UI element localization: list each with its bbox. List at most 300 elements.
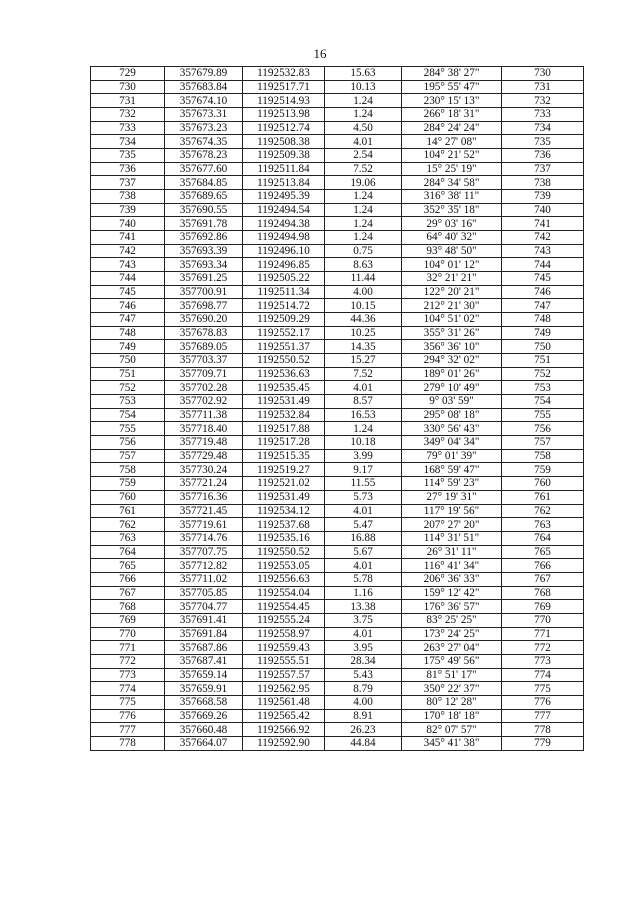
x-coordinate-cell: 357712.82 (165, 559, 243, 573)
length-cell: 1.24 (325, 108, 402, 122)
length-cell: 0.75 (325, 244, 402, 258)
length-cell: 4.01 (325, 504, 402, 518)
y-coordinate-cell: 1192517.28 (243, 436, 325, 450)
y-coordinate-cell: 1192554.04 (243, 586, 325, 600)
table-row (91, 149, 584, 163)
y-coordinate-cell: 1192513.98 (243, 108, 325, 122)
bearing-cell: 295° 08' 18" (402, 408, 502, 422)
table-row (91, 285, 584, 299)
point-number-cell: 738 (91, 190, 165, 204)
next-point-cell: 770 (502, 613, 584, 627)
y-coordinate-cell: 1192509.29 (243, 313, 325, 327)
bearing-cell: 279° 10' 49" (402, 381, 502, 395)
x-coordinate-cell: 357691.25 (165, 272, 243, 286)
table-row (91, 477, 584, 491)
y-coordinate-cell: 1192592.90 (243, 736, 325, 750)
bearing-cell: 355° 31' 26" (402, 326, 502, 340)
length-cell: 8.57 (325, 395, 402, 409)
length-cell: 15.27 (325, 354, 402, 368)
point-number-cell: 747 (91, 313, 165, 327)
x-coordinate-cell: 357690.55 (165, 203, 243, 217)
y-coordinate-cell: 1192531.49 (243, 490, 325, 504)
table-row (91, 80, 584, 94)
table-row (91, 108, 584, 122)
length-cell: 1.24 (325, 190, 402, 204)
point-number-cell: 737 (91, 176, 165, 190)
next-point-cell: 740 (502, 203, 584, 217)
bearing-cell: 206° 36' 33" (402, 572, 502, 586)
length-cell: 16.53 (325, 408, 402, 422)
x-coordinate-cell: 357664.07 (165, 736, 243, 750)
x-coordinate-cell: 357707.75 (165, 545, 243, 559)
length-cell: 7.52 (325, 367, 402, 381)
x-coordinate-cell: 357702.28 (165, 381, 243, 395)
table-row (91, 203, 584, 217)
point-number-cell: 740 (91, 217, 165, 231)
length-cell: 7.52 (325, 162, 402, 176)
bearing-cell: 284° 38' 27" (402, 67, 502, 81)
y-coordinate-cell: 1192505.22 (243, 272, 325, 286)
x-coordinate-cell: 357704.77 (165, 600, 243, 614)
x-coordinate-cell: 357698.77 (165, 299, 243, 313)
next-point-cell: 749 (502, 326, 584, 340)
y-coordinate-cell: 1192494.98 (243, 231, 325, 245)
x-coordinate-cell: 357674.10 (165, 94, 243, 108)
point-number-cell: 755 (91, 422, 165, 436)
length-cell: 5.78 (325, 572, 402, 586)
bearing-cell: 32° 21' 21" (402, 272, 502, 286)
bearing-cell: 114° 31' 51" (402, 531, 502, 545)
x-coordinate-cell: 357719.48 (165, 436, 243, 450)
point-number-cell: 753 (91, 395, 165, 409)
x-coordinate-cell: 357721.45 (165, 504, 243, 518)
length-cell: 5.73 (325, 490, 402, 504)
x-coordinate-cell: 357702.92 (165, 395, 243, 409)
table-row (91, 94, 584, 108)
point-number-cell: 768 (91, 600, 165, 614)
next-point-cell: 735 (502, 135, 584, 149)
length-cell: 1.16 (325, 586, 402, 600)
point-number-cell: 744 (91, 272, 165, 286)
point-number-cell: 774 (91, 682, 165, 696)
point-number-cell: 739 (91, 203, 165, 217)
y-coordinate-cell: 1192557.57 (243, 668, 325, 682)
y-coordinate-cell: 1192553.05 (243, 559, 325, 573)
length-cell: 44.84 (325, 736, 402, 750)
next-point-cell: 746 (502, 285, 584, 299)
x-coordinate-cell: 357660.48 (165, 723, 243, 737)
length-cell: 2.54 (325, 149, 402, 163)
bearing-cell: 173° 24' 25" (402, 627, 502, 641)
next-point-cell: 757 (502, 436, 584, 450)
x-coordinate-cell: 357691.41 (165, 613, 243, 627)
point-number-cell: 733 (91, 121, 165, 135)
length-cell: 5.47 (325, 518, 402, 532)
next-point-cell: 769 (502, 600, 584, 614)
x-coordinate-cell: 357693.34 (165, 258, 243, 272)
bearing-cell: 284° 24' 24" (402, 121, 502, 135)
y-coordinate-cell: 1192565.42 (243, 709, 325, 723)
table-row (91, 613, 584, 627)
table-row (91, 231, 584, 245)
x-coordinate-cell: 357718.40 (165, 422, 243, 436)
x-coordinate-cell: 357668.58 (165, 695, 243, 709)
table-row (91, 559, 584, 573)
x-coordinate-cell: 357691.84 (165, 627, 243, 641)
point-number-cell: 761 (91, 504, 165, 518)
length-cell: 4.00 (325, 285, 402, 299)
next-point-cell: 773 (502, 654, 584, 668)
bearing-cell: 189° 01' 26" (402, 367, 502, 381)
bearing-cell: 104° 51' 02" (402, 313, 502, 327)
point-number-cell: 759 (91, 477, 165, 491)
x-coordinate-cell: 357721.24 (165, 477, 243, 491)
bearing-cell: 170° 18' 18" (402, 709, 502, 723)
y-coordinate-cell: 1192514.93 (243, 94, 325, 108)
y-coordinate-cell: 1192494.38 (243, 217, 325, 231)
y-coordinate-cell: 1192555.24 (243, 613, 325, 627)
next-point-cell: 755 (502, 408, 584, 422)
y-coordinate-cell: 1192554.45 (243, 600, 325, 614)
point-number-cell: 762 (91, 518, 165, 532)
length-cell: 3.75 (325, 613, 402, 627)
y-coordinate-cell: 1192509.38 (243, 149, 325, 163)
table-row (91, 736, 584, 750)
length-cell: 15.63 (325, 67, 402, 81)
point-number-cell: 777 (91, 723, 165, 737)
x-coordinate-cell: 357679.89 (165, 67, 243, 81)
table-row (91, 709, 584, 723)
point-number-cell: 732 (91, 108, 165, 122)
next-point-cell: 754 (502, 395, 584, 409)
coordinates-table (90, 66, 584, 751)
y-coordinate-cell: 1192535.45 (243, 381, 325, 395)
y-coordinate-cell: 1192550.52 (243, 545, 325, 559)
point-number-cell: 756 (91, 436, 165, 450)
length-cell: 1.24 (325, 217, 402, 231)
y-coordinate-cell: 1192562.95 (243, 682, 325, 696)
x-coordinate-cell: 357711.38 (165, 408, 243, 422)
next-point-cell: 761 (502, 490, 584, 504)
bearing-cell: 230° 15' 13" (402, 94, 502, 108)
next-point-cell: 750 (502, 340, 584, 354)
x-coordinate-cell: 357677.60 (165, 162, 243, 176)
point-number-cell: 772 (91, 654, 165, 668)
length-cell: 1.24 (325, 422, 402, 436)
bearing-cell: 284° 34' 58" (402, 176, 502, 190)
point-number-cell: 767 (91, 586, 165, 600)
next-point-cell: 743 (502, 244, 584, 258)
table-row (91, 504, 584, 518)
length-cell: 26.23 (325, 723, 402, 737)
x-coordinate-cell: 357700.91 (165, 285, 243, 299)
bearing-cell: 122° 20' 21" (402, 285, 502, 299)
length-cell: 16.88 (325, 531, 402, 545)
y-coordinate-cell: 1192550.52 (243, 354, 325, 368)
table-row (91, 695, 584, 709)
length-cell: 9.17 (325, 463, 402, 477)
table-row (91, 258, 584, 272)
x-coordinate-cell: 357709.71 (165, 367, 243, 381)
point-number-cell: 749 (91, 340, 165, 354)
y-coordinate-cell: 1192566.92 (243, 723, 325, 737)
y-coordinate-cell: 1192556.63 (243, 572, 325, 586)
bearing-cell: 356° 36' 10" (402, 340, 502, 354)
next-point-cell: 760 (502, 477, 584, 491)
bearing-cell: 212° 21' 30" (402, 299, 502, 313)
point-number-cell: 741 (91, 231, 165, 245)
bearing-cell: 83° 25' 25" (402, 613, 502, 627)
length-cell: 10.13 (325, 80, 402, 94)
y-coordinate-cell: 1192517.71 (243, 80, 325, 94)
table-row (91, 436, 584, 450)
length-cell: 1.24 (325, 203, 402, 217)
x-coordinate-cell: 357690.20 (165, 313, 243, 327)
point-number-cell: 754 (91, 408, 165, 422)
y-coordinate-cell: 1192537.68 (243, 518, 325, 532)
point-number-cell: 775 (91, 695, 165, 709)
point-number-cell: 729 (91, 67, 165, 81)
point-number-cell: 766 (91, 572, 165, 586)
bearing-cell: 263° 27' 04" (402, 641, 502, 655)
x-coordinate-cell: 357678.23 (165, 149, 243, 163)
y-coordinate-cell: 1192532.84 (243, 408, 325, 422)
x-coordinate-cell: 357703.37 (165, 354, 243, 368)
next-point-cell: 742 (502, 231, 584, 245)
y-coordinate-cell: 1192495.39 (243, 190, 325, 204)
table-row (91, 682, 584, 696)
point-number-cell: 736 (91, 162, 165, 176)
bearing-cell: 117° 19' 56" (402, 504, 502, 518)
next-point-cell: 737 (502, 162, 584, 176)
length-cell: 28.34 (325, 654, 402, 668)
table-row (91, 586, 584, 600)
point-number-cell: 758 (91, 463, 165, 477)
length-cell: 1.24 (325, 94, 402, 108)
table-row (91, 244, 584, 258)
bearing-cell: 9° 03' 59" (402, 395, 502, 409)
x-coordinate-cell: 357692.86 (165, 231, 243, 245)
length-cell: 8.63 (325, 258, 402, 272)
next-point-cell: 771 (502, 627, 584, 641)
point-number-cell: 757 (91, 449, 165, 463)
next-point-cell: 764 (502, 531, 584, 545)
x-coordinate-cell: 357678.83 (165, 326, 243, 340)
length-cell: 4.50 (325, 121, 402, 135)
table-row (91, 176, 584, 190)
y-coordinate-cell: 1192514.72 (243, 299, 325, 313)
next-point-cell: 744 (502, 258, 584, 272)
length-cell: 4.01 (325, 135, 402, 149)
table-row (91, 395, 584, 409)
point-number-cell: 770 (91, 627, 165, 641)
bearing-cell: 27° 19' 31" (402, 490, 502, 504)
x-coordinate-cell: 357687.41 (165, 654, 243, 668)
y-coordinate-cell: 1192536.63 (243, 367, 325, 381)
point-number-cell: 735 (91, 149, 165, 163)
y-coordinate-cell: 1192551.37 (243, 340, 325, 354)
next-point-cell: 732 (502, 94, 584, 108)
bearing-cell: 168° 59' 47" (402, 463, 502, 477)
y-coordinate-cell: 1192561.48 (243, 695, 325, 709)
bearing-cell: 14° 27' 08" (402, 135, 502, 149)
next-point-cell: 772 (502, 641, 584, 655)
next-point-cell: 774 (502, 668, 584, 682)
table-row (91, 641, 584, 655)
table-row (91, 340, 584, 354)
point-number-cell: 746 (91, 299, 165, 313)
x-coordinate-cell: 357693.39 (165, 244, 243, 258)
next-point-cell: 756 (502, 422, 584, 436)
y-coordinate-cell: 1192494.54 (243, 203, 325, 217)
y-coordinate-cell: 1192511.34 (243, 285, 325, 299)
x-coordinate-cell: 357729.48 (165, 449, 243, 463)
x-coordinate-cell: 357689.05 (165, 340, 243, 354)
bearing-cell: 316° 38' 11" (402, 190, 502, 204)
bearing-cell: 114° 59' 23" (402, 477, 502, 491)
table-row (91, 600, 584, 614)
table-row (91, 408, 584, 422)
table-row (91, 572, 584, 586)
bearing-cell: 349° 04' 34" (402, 436, 502, 450)
length-cell: 11.55 (325, 477, 402, 491)
bearing-cell: 175° 49' 56" (402, 654, 502, 668)
next-point-cell: 733 (502, 108, 584, 122)
length-cell: 10.18 (325, 436, 402, 450)
y-coordinate-cell: 1192555.51 (243, 654, 325, 668)
x-coordinate-cell: 357683.84 (165, 80, 243, 94)
y-coordinate-cell: 1192517.88 (243, 422, 325, 436)
x-coordinate-cell: 357659.91 (165, 682, 243, 696)
table-row (91, 518, 584, 532)
table-row (91, 326, 584, 340)
point-number-cell: 760 (91, 490, 165, 504)
x-coordinate-cell: 357730.24 (165, 463, 243, 477)
table-row (91, 67, 584, 81)
length-cell: 4.01 (325, 381, 402, 395)
bearing-cell: 104° 01' 12" (402, 258, 502, 272)
next-point-cell: 739 (502, 190, 584, 204)
y-coordinate-cell: 1192552.17 (243, 326, 325, 340)
length-cell: 10.25 (325, 326, 402, 340)
point-number-cell: 771 (91, 641, 165, 655)
bearing-cell: 266° 18' 31" (402, 108, 502, 122)
next-point-cell: 759 (502, 463, 584, 477)
next-point-cell: 751 (502, 354, 584, 368)
length-cell: 19.06 (325, 176, 402, 190)
point-number-cell: 730 (91, 80, 165, 94)
y-coordinate-cell: 1192532.83 (243, 67, 325, 81)
length-cell: 1.24 (325, 231, 402, 245)
next-point-cell: 763 (502, 518, 584, 532)
x-coordinate-cell: 357705.85 (165, 586, 243, 600)
table-row (91, 121, 584, 135)
length-cell: 4.01 (325, 559, 402, 573)
bearing-cell: 79° 01' 39" (402, 449, 502, 463)
y-coordinate-cell: 1192559.43 (243, 641, 325, 655)
next-point-cell: 776 (502, 695, 584, 709)
point-number-cell: 752 (91, 381, 165, 395)
bearing-cell: 116° 41' 34" (402, 559, 502, 573)
table-row (91, 190, 584, 204)
point-number-cell: 778 (91, 736, 165, 750)
point-number-cell: 773 (91, 668, 165, 682)
y-coordinate-cell: 1192535.16 (243, 531, 325, 545)
y-coordinate-cell: 1192511.84 (243, 162, 325, 176)
bearing-cell: 93° 48' 50" (402, 244, 502, 258)
bearing-cell: 64° 40' 32" (402, 231, 502, 245)
next-point-cell: 768 (502, 586, 584, 600)
length-cell: 8.79 (325, 682, 402, 696)
length-cell: 5.67 (325, 545, 402, 559)
next-point-cell: 738 (502, 176, 584, 190)
x-coordinate-cell: 357673.23 (165, 121, 243, 135)
length-cell: 11.44 (325, 272, 402, 286)
x-coordinate-cell: 357669.26 (165, 709, 243, 723)
length-cell: 14.35 (325, 340, 402, 354)
y-coordinate-cell: 1192519.27 (243, 463, 325, 477)
point-number-cell: 734 (91, 135, 165, 149)
length-cell: 4.00 (325, 695, 402, 709)
table-row (91, 367, 584, 381)
next-point-cell: 745 (502, 272, 584, 286)
y-coordinate-cell: 1192558.97 (243, 627, 325, 641)
length-cell: 44.36 (325, 313, 402, 327)
table-row (91, 162, 584, 176)
length-cell: 8.91 (325, 709, 402, 723)
next-point-cell: 767 (502, 572, 584, 586)
point-number-cell: 776 (91, 709, 165, 723)
table-row (91, 723, 584, 737)
table-row (91, 299, 584, 313)
bearing-cell: 80° 12' 28" (402, 695, 502, 709)
x-coordinate-cell: 357659.14 (165, 668, 243, 682)
point-number-cell: 748 (91, 326, 165, 340)
bearing-cell: 352° 35' 18" (402, 203, 502, 217)
x-coordinate-cell: 357689.65 (165, 190, 243, 204)
table-row (91, 217, 584, 231)
next-point-cell: 748 (502, 313, 584, 327)
point-number-cell: 745 (91, 285, 165, 299)
next-point-cell: 734 (502, 121, 584, 135)
x-coordinate-cell: 357714.76 (165, 531, 243, 545)
table-row (91, 545, 584, 559)
page-number: 16 (313, 46, 327, 61)
bearing-cell: 81° 51' 17" (402, 668, 502, 682)
next-point-cell: 731 (502, 80, 584, 94)
table-row (91, 313, 584, 327)
x-coordinate-cell: 357719.61 (165, 518, 243, 532)
next-point-cell: 762 (502, 504, 584, 518)
x-coordinate-cell: 357684.85 (165, 176, 243, 190)
y-coordinate-cell: 1192521.02 (243, 477, 325, 491)
next-point-cell: 736 (502, 149, 584, 163)
table-row (91, 135, 584, 149)
table-row (91, 272, 584, 286)
length-cell: 4.01 (325, 627, 402, 641)
bearing-cell: 176° 36' 57" (402, 600, 502, 614)
bearing-cell: 294° 32' 02" (402, 354, 502, 368)
table-row (91, 531, 584, 545)
x-coordinate-cell: 357716.36 (165, 490, 243, 504)
next-point-cell: 747 (502, 299, 584, 313)
table-row (91, 490, 584, 504)
x-coordinate-cell: 357674.35 (165, 135, 243, 149)
length-cell: 3.95 (325, 641, 402, 655)
next-point-cell: 765 (502, 545, 584, 559)
bearing-cell: 345° 41' 38" (402, 736, 502, 750)
bearing-cell: 29° 03' 16" (402, 217, 502, 231)
